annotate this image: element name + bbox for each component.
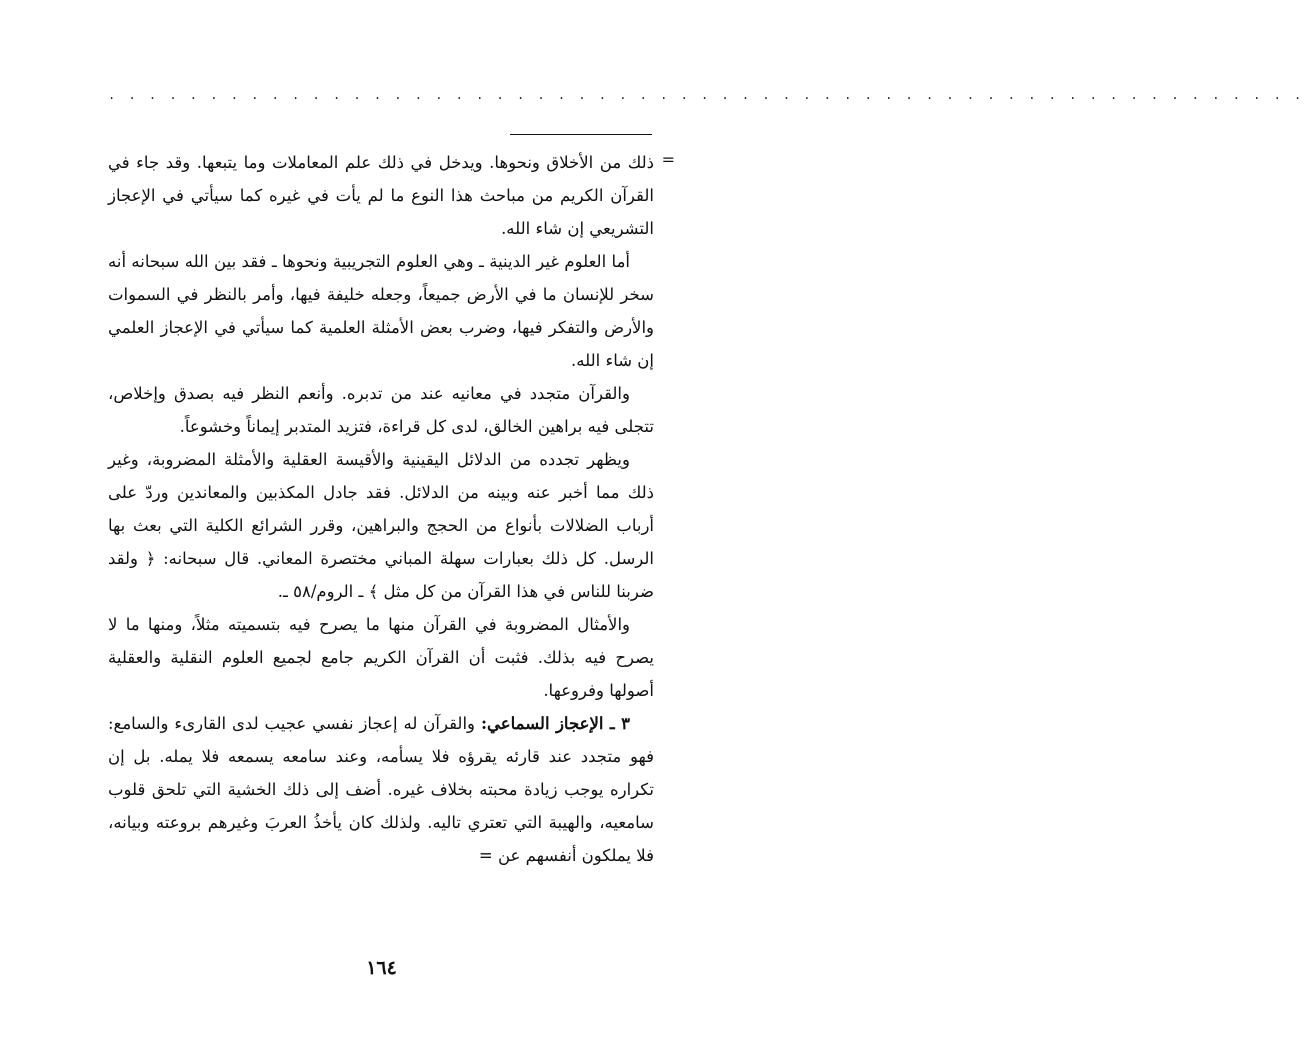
paragraph: والأمثال المضروبة في القرآن منها ما يصرح فيه بتسميته مثلاً، ومنها ما لا يصرح فيه بذلك. فثبت أن القرآن الكريم جامع لجميع العلوم النقلية والعقلية أصولها وفروعها. (108, 615, 654, 700)
header-dotted-line: . . . . . . . . . . . . . . . . . . . . . . . . . . . . . . . . . . . . . . . . . . . . . . . . . . . . . . . . . . . (108, 88, 1304, 102)
page-body-text (108, 146, 654, 872)
paragraph: ويظهر تجدده من الدلائل اليقينية والأقيسة العقلية والأمثلة المضروبة، وغير ذلك مما أخبر عنه وبينه من الدلائل. فقد جادل المكذبين والمعاندين وردّ على أرباب الضلالات بأنواع من الحجج والبراهين، وقرر الشرائع الكلية التي بعث بها الرسل. كل ذلك بعبارات سهلة المباني مختصرة المعاني. قال سبحانه: ﴿ ولقد ضربنا للناس في هذا القرآن من كل مثل ﴾ ـ الروم/٥٨ ـ. (108, 450, 654, 601)
footnote-separator-rule (510, 134, 652, 135)
continuation-mark: = (661, 150, 675, 169)
section-heading: ٣ ـ الإعجاز السماعي: (480, 714, 631, 733)
paragraph: ذلك من الأخلاق ونحوها. ويدخل في ذلك علم المعاملات وما يتبعها. وقد جاء في القرآن الكريم من مباحث هذا النوع ما لم يأت في غيره كما سيأتي في الإعجاز التشريعي إن شاء الله. (108, 153, 654, 238)
page-number: ١٦٤ (366, 957, 397, 979)
paragraph: أما العلوم غير الدينية ـ وهي العلوم التجريبية ونحوها ـ فقد بين الله سبحانه أنه سخر للإنسان ما في الأرض جميعاً، وجعله خليفة فيها، وأمر بالنظر في السموات والأرض والتفكر فيها، وضرب بعض الأمثلة العلمية كما سيأتي في الإعجاز العلمي إن شاء الله. (108, 252, 654, 370)
paragraph-text: والقرآن له إعجاز نفسي عجيب لدى القارىء والسامع: فهو متجدد عند قارئه يقرؤه فلا يسأمه، وعند سامعه يسمعه فلا يمله. بل إن تكراره يوجب زيادة محبته بخلاف غيره. أضف إلى ذلك الخشية التي تلحق قلوب سامعيه، والهيبة التي تعتري تاليه. ولذلك كان يأخذُ العربَ وغيرهم بروعته وبيانه، فلا يملكون أنفسهم عن = (108, 714, 654, 865)
paragraph (108, 707, 654, 872)
paragraph: والقرآن متجدد في معانيه عند من تدبره. وأنعم النظر فيه بصدق وإخلاص، تتجلى فيه براهين الخالق، لدى كل قراءة، فتزيد المتدبر إيماناً وخشوعاً. (108, 384, 654, 436)
